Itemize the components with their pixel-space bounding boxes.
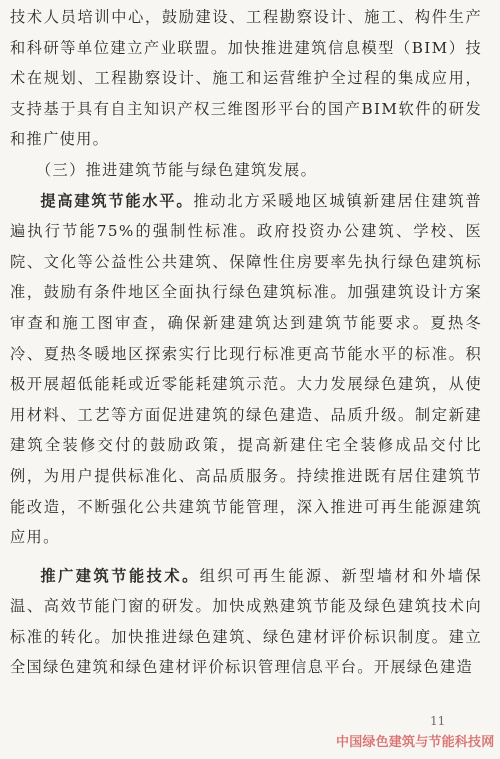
paragraph-energy-technology-body: 组织可再生能源、新型墙材和外墙保温、高效节能门窗的研发。加快成熟建筑节能及绿色建筑技术向标准的转化。加快推进绿色建筑、绿色建材评价标识制度。建立全国绿色建筑和绿色建材评价标识管理信息平台。开展绿色建造 [10, 566, 482, 677]
paragraph-energy-technology-lead: 推广建筑节能技术。 [40, 566, 200, 585]
paragraph-energy-efficiency-body: 推动北方采暖地区城镇新建居住建筑普遍执行节能75%的强制性标准。政府投资办公建筑、学校、医院、文化等公益性公共建筑、保障性住房要率先执行绿色建筑标准，鼓励有条件地区全面执行绿色建筑标准。加强建筑设计方案审查和施工图审查，确保新建建筑达到建筑节能要求。夏热冬冷、夏热冬暖地区探索实行比现行标准更高节能水平的标准。积极开展超低能耗或近零能耗建筑示范。大力发展绿色建筑，从使用材料、工艺等方面促进建筑的绿色建造、品质升级。制定新建建筑全装修交付的鼓励政策，提高新建住宅全装修成品交付比例，为用户提供标准化、高品质服务。持续推进既有居住建筑节能改造，不断强化公共建筑节能管理，深入推进可再生能源建筑应用。 [10, 191, 482, 547]
site-watermark: 中国绿色建筑与节能科技网 [336, 735, 495, 750]
paragraph-continued: 技术人员培训中心，鼓励建设、工程勘察设计、施工、构件生产和科研等单位建立产业联盟。加快推进建筑信息模型（BIM）技术在规划、工程勘察设计、施工和运营维护全过程的集成应用，支持基于具有自主知识产权三维图形平台的国产BIM软件的研发和推广使用。 [10, 8, 482, 149]
paragraph-energy-efficiency-lead: 提高建筑节能水平。 [40, 191, 194, 210]
page-number: 11 [430, 714, 446, 728]
section-heading: （三）推进建筑节能与绿色建筑发展。 [36, 160, 318, 179]
paragraph-energy-efficiency [10, 186, 482, 553]
paragraph-gap [10, 553, 482, 561]
paragraph-energy-technology [10, 561, 482, 683]
